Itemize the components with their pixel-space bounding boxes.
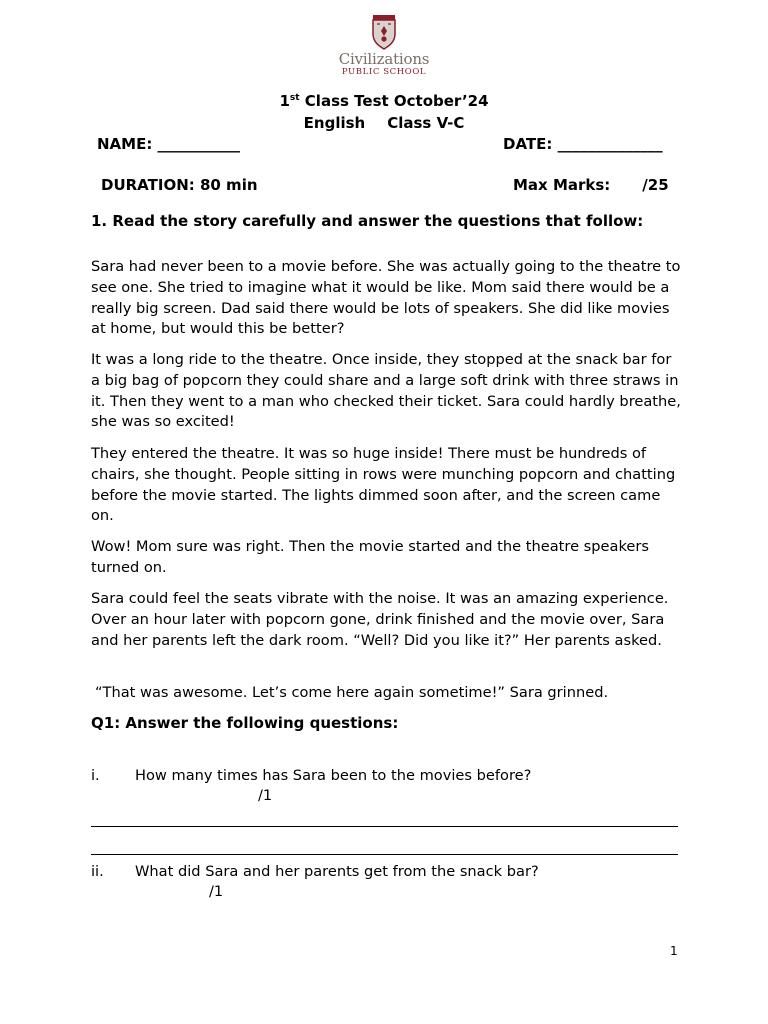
question-item bbox=[91, 862, 539, 883]
question-text: What did Sara and her parents get from the snack bar? bbox=[135, 863, 539, 880]
question-text: How many times has Sara been to the movies before? bbox=[135, 767, 532, 784]
story-paragraph: “That was awesome. Let’s come here again sometime!” Sara grinned. bbox=[95, 684, 609, 701]
story-paragraph: Sara had never been to a movie before. She was actually going to the theatre to see one. She tried to imagine what it would be like. Mom said there would be a really big screen. Dad said there would be lots of speakers. She did like movies at home, but would this be better? bbox=[91, 258, 681, 338]
answer-line[interactable] bbox=[91, 826, 678, 827]
answer-line[interactable] bbox=[91, 854, 678, 855]
title-superscript: st bbox=[289, 93, 300, 103]
question-item bbox=[91, 766, 531, 787]
story-paragraph: It was a long ride to the theatre. Once inside, they stopped at the snack bar for a big bag of popcorn they could share and a large soft drink with three straws in it. Then they went to a man who checked their ticket. Sara could hardly breathe, she was so excited! bbox=[91, 351, 681, 431]
school-logo bbox=[324, 14, 444, 77]
story-paragraph: They entered the theatre. It was so huge inside! There must be hundreds of chairs, she thought. People sitting in rows were munching popcorn and chatting before the movie started. The lights dimmed soon after, and the screen came on. bbox=[91, 445, 676, 525]
school-crest-icon bbox=[369, 14, 399, 50]
question-marks: /1 bbox=[258, 787, 273, 804]
subject-label: English bbox=[303, 114, 366, 132]
story-paragraph: Wow! Mom sure was right. Then the movie started and the theatre speakers turned on. bbox=[91, 538, 649, 576]
name-field: NAME: ___________ bbox=[97, 135, 241, 153]
school-name: Civilizations bbox=[338, 50, 430, 68]
question-number: i. bbox=[91, 767, 100, 784]
duration-label: DURATION: 80 min bbox=[101, 176, 258, 194]
page-number: 1 bbox=[670, 944, 678, 958]
test-title: 1st Class Test October’24 bbox=[279, 92, 489, 110]
class-label: Class V-C bbox=[387, 114, 465, 132]
school-subtitle: PUBLIC SCHOOL bbox=[341, 67, 427, 77]
questions-heading: Q1: Answer the following questions: bbox=[91, 714, 399, 732]
subject-class-line bbox=[0, 114, 768, 132]
question-marks: /1 bbox=[209, 883, 224, 900]
question-number: ii. bbox=[91, 863, 104, 880]
max-marks-value: /25 bbox=[642, 176, 669, 194]
section-heading: 1. Read the story carefully and answer the questions that follow: bbox=[91, 212, 644, 230]
date-field: DATE: ______________ bbox=[503, 135, 663, 153]
story-paragraph: Sara could feel the seats vibrate with the noise. It was an amazing experience. Over an hour later with popcorn gone, drink finished and the movie over, Sara and her parents left the dark room. “Well? Did you like it?” Her parents asked. bbox=[91, 590, 669, 649]
max-marks bbox=[513, 176, 669, 194]
max-marks-label: Max Marks: bbox=[513, 176, 611, 194]
